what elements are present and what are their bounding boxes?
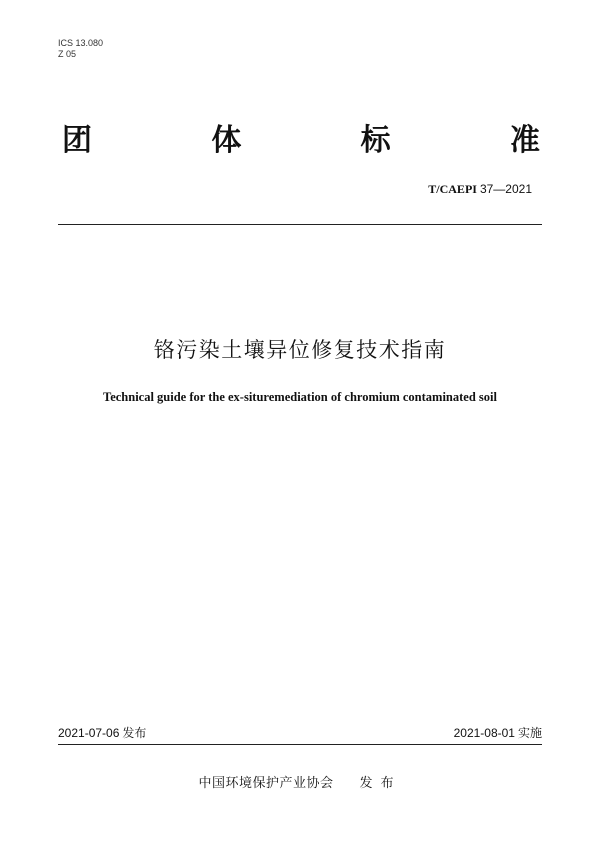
implementation-date-label: 实施: [517, 726, 542, 740]
ccs-code: Z 05: [58, 49, 77, 59]
publisher-issue-word: 发布: [359, 776, 402, 791]
publisher-name: 中国环境保护产业协会: [198, 776, 334, 791]
issue-date-line: [58, 724, 146, 741]
issue-date: 2021-07-06: [58, 726, 120, 740]
ics-code: ICS 13.080: [58, 38, 104, 48]
standard-type-char: 团: [62, 123, 92, 158]
standard-type-char: 准: [509, 123, 540, 158]
document-title-english: Technical guide for the ex-situremediation of chromium contaminated soil: [103, 390, 497, 404]
standard-number-prefix: T/CAEPI: [428, 182, 477, 196]
standard-number: [428, 182, 532, 197]
standard-number-suffix: 37—2021: [479, 182, 532, 196]
implementation-date-line: [454, 724, 542, 741]
standard-type-char: 标: [360, 123, 391, 158]
bottom-divider: [58, 744, 542, 745]
top-divider: [58, 224, 542, 225]
issue-date-label: 发布: [122, 726, 147, 740]
standard-type-heading: [62, 118, 540, 164]
publisher-line: [0, 772, 600, 791]
standard-type-char: 体: [211, 123, 242, 158]
document-title-chinese: 铬污染土壤异位修复技术指南: [153, 338, 447, 362]
classification-codes: [58, 38, 103, 60]
implementation-date: 2021-08-01: [453, 726, 515, 740]
